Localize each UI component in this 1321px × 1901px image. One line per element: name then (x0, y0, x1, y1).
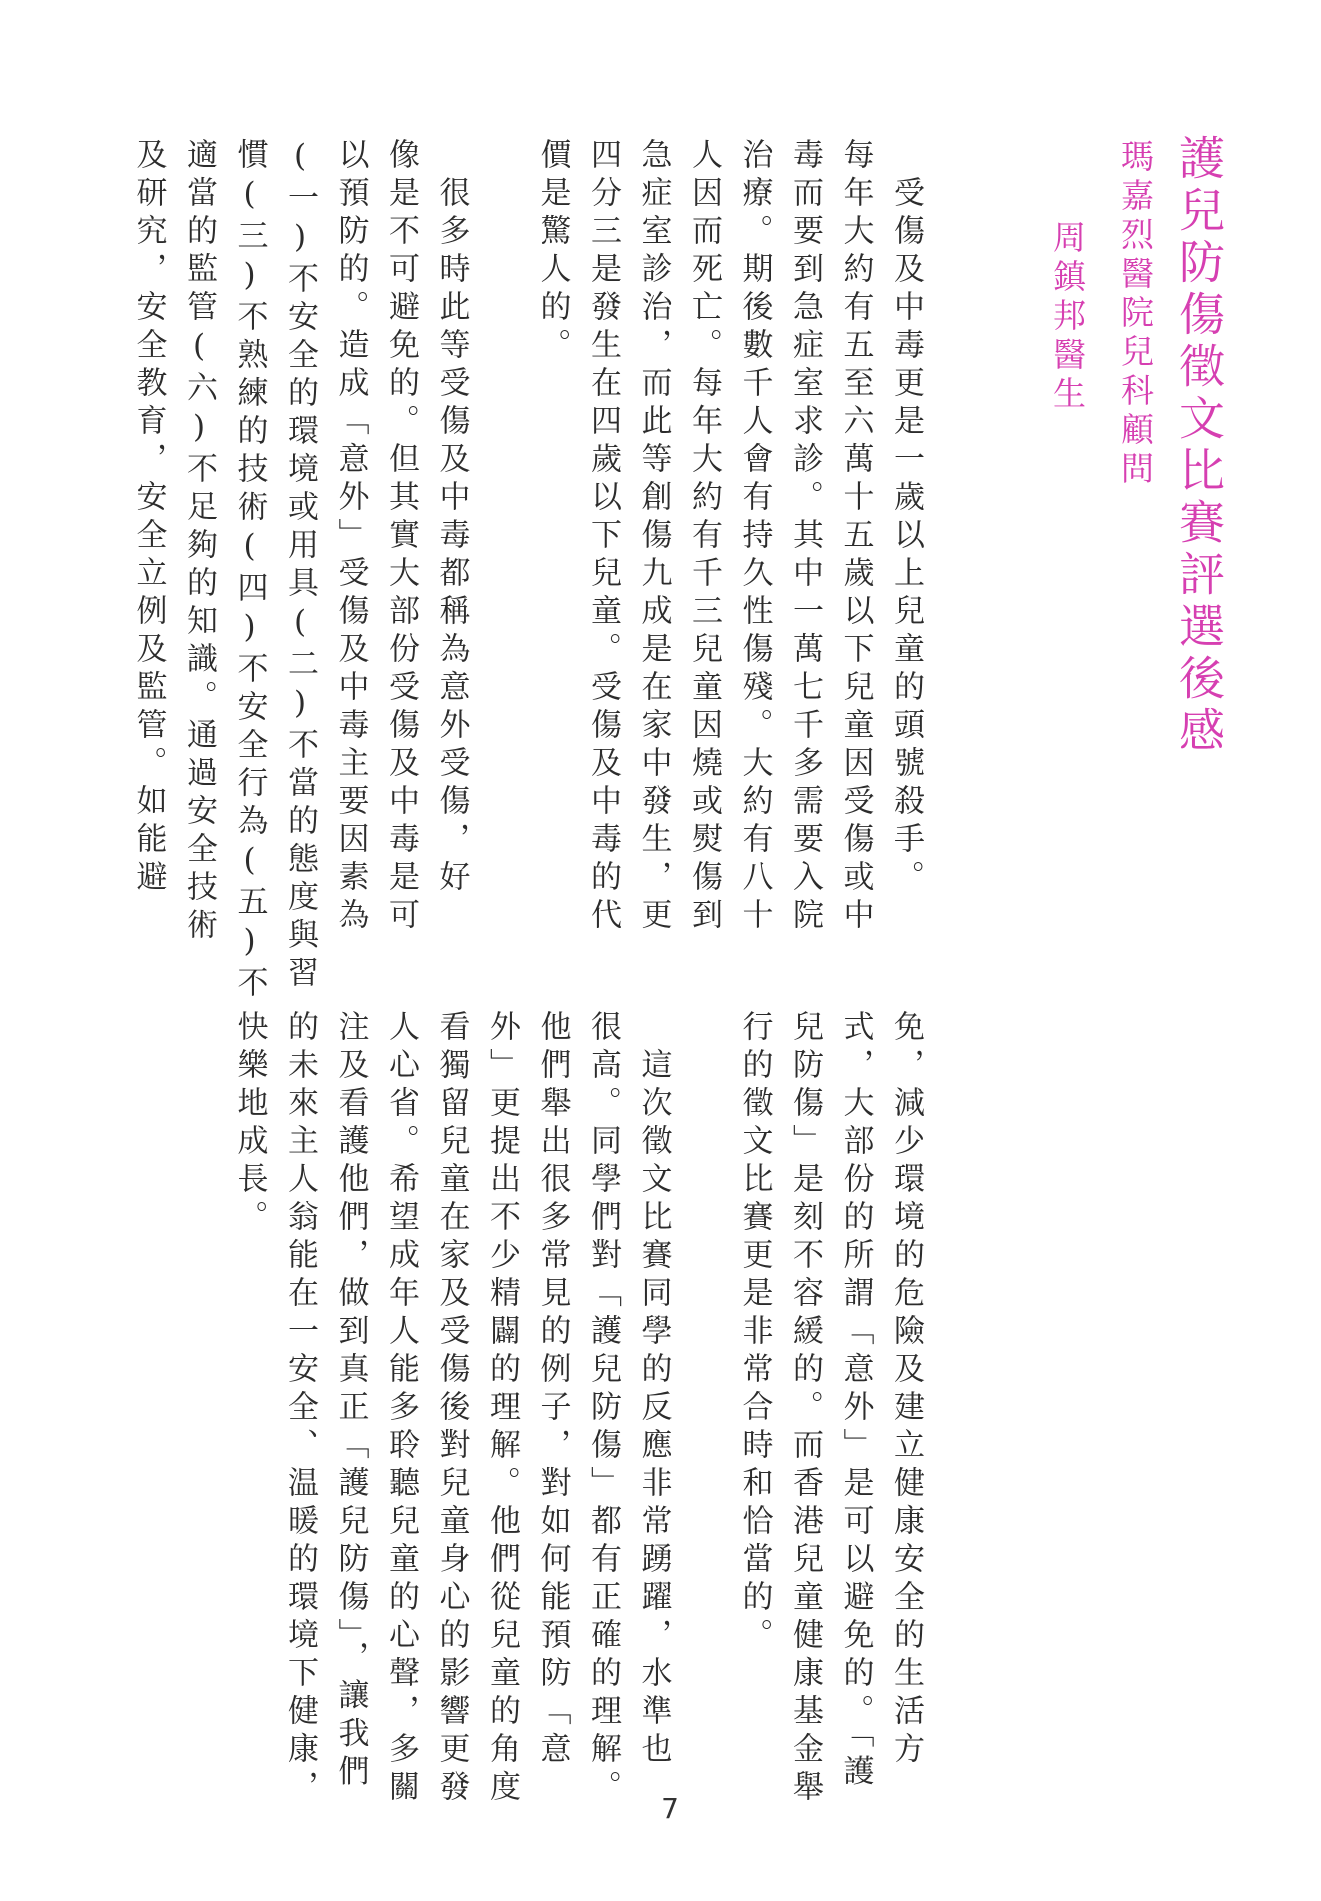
text-column: 免，減少環境的危險及建立健康安全的生活方 (888, 1010, 924, 1770)
text-column: 兒防傷」是刻不容緩的。而香港兒童健康基金舉 (787, 1010, 823, 1808)
text-column: 每年大約有五至六萬十五歲以下兒童因受傷或中 (837, 138, 874, 936)
text-column: 的未來主人翁能在一安全、温暖的環境下健康， (282, 1010, 318, 1808)
text-column: 注及看護他們，做到真正「護兒防傷」，讓我們 (332, 1010, 369, 1793)
text-column: 人因而死亡。每年大約有千三兒童因燒或熨傷到 (686, 138, 722, 936)
text-column: 四分三是發生在四歲以下兒童。受傷及中毒的代 (585, 138, 621, 936)
text-column: 毒而要到急症室求診。其中一萬七千多需要入院 (787, 138, 823, 936)
text-column: 適當的監管(六)不足夠的知識。通過安全技術 (181, 138, 217, 946)
text-column: 治療。期後數千人會有持久性傷殘。大約有八十 (736, 138, 773, 936)
text-column: 急症室診治，而此等創傷九成是在家中發生，更 (635, 138, 672, 936)
text-column: 看獨留兒童在家及受傷後對兒童身心的影響更發 (433, 1010, 470, 1808)
page-number: 7 (661, 1792, 679, 1825)
text-column: 很高。同學們對「護兒防傷」都有正確的理解。 (585, 1010, 621, 1808)
text-column: 價是驚人的。 (534, 138, 571, 366)
text-column: 行的徵文比賽更是非常合時和恰當的。 (736, 1010, 773, 1656)
text-column: 他們舉出很多常見的例子，對如何能預防「意 (534, 1010, 571, 1770)
text-column: 很多時此等受傷及中毒都稱為意外受傷，好 (433, 138, 470, 898)
text-column: 外」更提出不少精闢的理解。他們從兒童的角度 (484, 1010, 520, 1808)
text-column: 快樂地成長。 (231, 1010, 268, 1238)
text-column: 及研究，安全教育，安全立例及監管。如能避 (130, 138, 167, 898)
text-column: 受傷及中毒更是一歲以上兒童的頭號殺手。 (888, 138, 924, 898)
article-title: 護兒防傷徵文比賽評選後感 (1172, 134, 1226, 758)
text-column: (一)不安全的環境或用具(二)不當的態度與習 (282, 138, 318, 994)
text-column: 人心省。希望成年人能多聆聽兒童的心聲，多關 (383, 1010, 419, 1808)
text-column: 以預防的。造成「意外」受傷及中毒主要因素為 (332, 138, 369, 936)
affiliation-line: 瑪嘉烈醫院兒科顧問 (1116, 139, 1155, 490)
text-column: 式，大部份的所謂「意外」是可以避免的。「護 (837, 1010, 874, 1793)
author-name: 周鎮邦醫生 (1048, 220, 1087, 415)
text-column: 這次徵文比賽同學的反應非常踴躍，水準也 (635, 1010, 672, 1770)
text-column: 像是不可避免的。但其實大部份受傷及中毒是可 (383, 138, 419, 936)
text-column: 慣(三)不熟練的技術(四)不安全行為(五)不 (231, 138, 268, 1004)
